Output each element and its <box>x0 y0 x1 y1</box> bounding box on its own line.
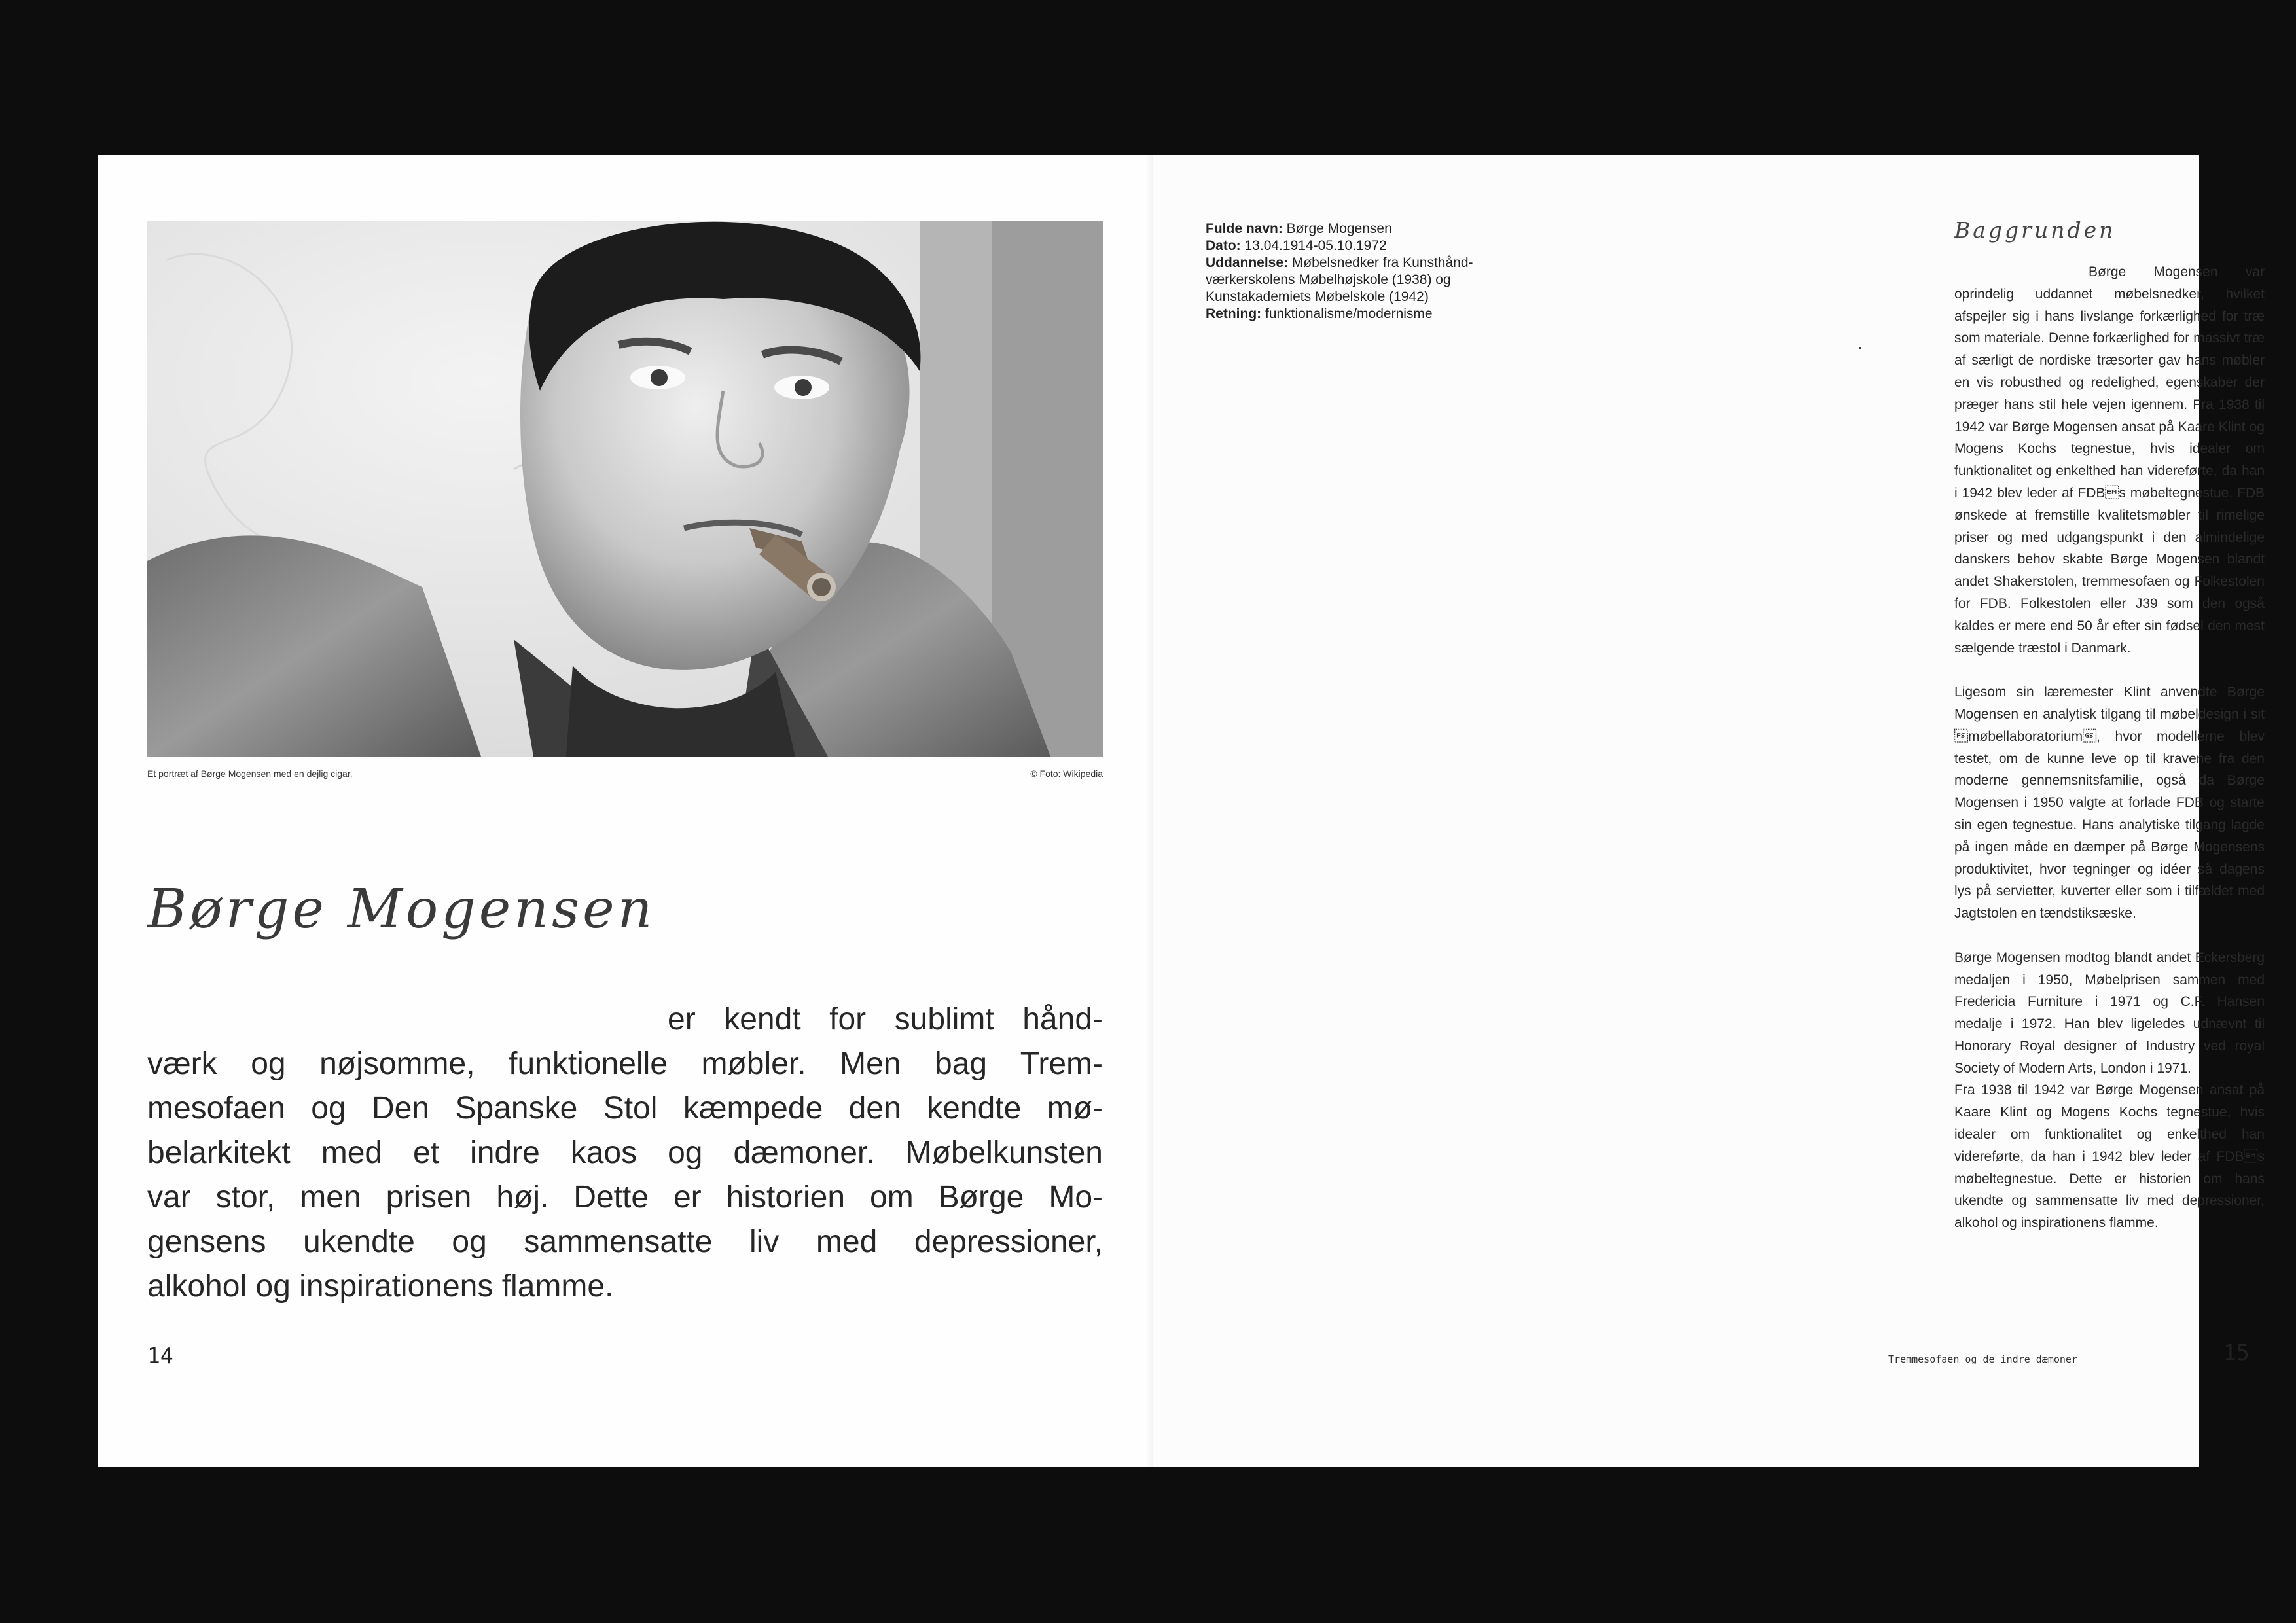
lead-line: gensens ukendte og sammensatte liv med depressioner, <box>147 1224 1103 1259</box>
fact-name <box>1206 221 1507 238</box>
fact-box <box>1206 221 1507 323</box>
fact-education <box>1206 255 1507 306</box>
portrait-photo <box>147 221 1103 757</box>
body-paragraph: Børge Mogensen modtog blandt andet Eckersberg medaljen i 1950, Møbelprisen sammen med Fredericia Furniture i 1971 og C.F. Hansen medalje i 1972. Han blev ligeledes udnævnt til Honorary Royal designer of Industry ved royal Society of Modern Arts, London i 1971. <box>1954 950 2265 1076</box>
page-number-left: 14 <box>147 1343 173 1368</box>
lead-line: er kendt for sublimt hånd- <box>668 1002 1103 1037</box>
fact-date <box>1206 238 1507 255</box>
lead-line: belarkitekt med et indre kaos og dæmoner. Møbelkunsten <box>147 1135 1103 1170</box>
fact-value: Børge Mogensen <box>1282 221 1392 236</box>
fact-value: funktionalisme/modernisme <box>1261 306 1433 321</box>
body-paragraph: Børge Mogensen var oprindelig uddannet møbelsnedker, hvilket afspejler sig i hans livslange forkærlighed for træ som materiale. Denne forkærlighed for massivt træ af særligt de nordiske træsorter gav hans møbler en vis robusthed og redelighed, egenskaber der præger hans stil hele vejen igennem. Fra 1938 til 1942 var Børge Mogensen ansat på Kaare Klint og Mogens Kochs tegnestue, hvis idealer om funktionalitet og enkelthed han videreførte, da han i 1942 blev leder af FDBs møbeltegnestue. FDB ønskede at fremstille kvalitetsmøbler til rimelige priser og med udgangspunkt i den almindelige danskers behov skabte Børge Mogensen blandt andet Shakerstolen, tremmesofaen og Folkestolen for FDB. Folkestolen eller J39 som den også kaldes er mere end 50 år efter sin fødsel den mest sælgende træstol i Danmark. <box>1954 264 2265 656</box>
photo-credit: © Foto: Wikipedia <box>1030 768 1103 779</box>
right-page <box>1153 155 2265 1467</box>
fact-label: Uddannelse: <box>1206 255 1289 270</box>
article-title: Børge Mogensen <box>147 878 656 940</box>
body-paragraph: Fra 1938 til 1942 var Børge Mogensen ansat på Kaare Klint og Mogens Kochs tegnestue, hvis idealer om funktionalitet og enkelthed han videreførte, da han i 1942 blev leder af FDBs møbeltegnestue. Dette er historien om hans ukendte og sammensatte liv med depressioner, alkohol og inspirationens flamme. <box>1954 1082 2265 1231</box>
fact-label: Fulde navn: <box>1206 221 1283 236</box>
lead-line: alkohol og inspirationens flamme. <box>147 1269 614 1304</box>
body-paragraph: Ligesom sin læremester Klint anvendte Børge Mogensen en analytisk tilgang til møbeldesign i sit møbellaboratorium , hvor modellerne blev testet, om de kunne leve op til kravene fra den moderne gennemsnitsfamilie, også da Børge Mogensen i 1950 valgte at forlade FDB og starte sin egen tegnestue. Hans analytiske tilgang lagde på ingen måde en dæmper på Børge Mogensens produktivitet, hvor tegninger og idéer så dagens lys på servietter, kuverter eller som i tilfældet med Jagtstolen en tændstiksæske. <box>1954 685 2265 921</box>
fact-value: Møbelsnedker fra Kunsthånd-værkerskolens Møbelhøjskole (1938) og Kunstakademiets Møbelskole (1942) <box>1206 255 1473 304</box>
lead-paragraph <box>147 997 1103 1309</box>
fact-direction <box>1206 306 1507 323</box>
lead-line: værk og nøjsomme, funktionelle møbler. Men bag Trem- <box>147 1046 1103 1081</box>
lead-line: mesofaen og Den Spanske Stol kæmpede den kendte mø- <box>147 1091 1103 1126</box>
fact-value: 13.04.1914-05.10.1972 <box>1240 238 1387 253</box>
magazine-spread <box>98 155 2265 1467</box>
running-footer: Tremmesofaen og de indre dæmoner <box>1888 1353 2077 1365</box>
fact-label: Retning: <box>1206 306 1262 321</box>
section-heading: Baggrunden <box>1954 217 2116 243</box>
photo-caption: Et portræt af Børge Mogensen med en dejlig cigar. <box>147 768 353 779</box>
body-text-column <box>1954 261 2265 1257</box>
fact-label: Dato: <box>1206 238 1241 253</box>
page-number-right: 15 <box>2223 1340 2250 1365</box>
lead-line: var stor, men prisen høj. Dette er historien om Børge Mo- <box>147 1180 1103 1215</box>
left-page <box>98 155 1153 1467</box>
print-speck <box>1859 347 1861 349</box>
